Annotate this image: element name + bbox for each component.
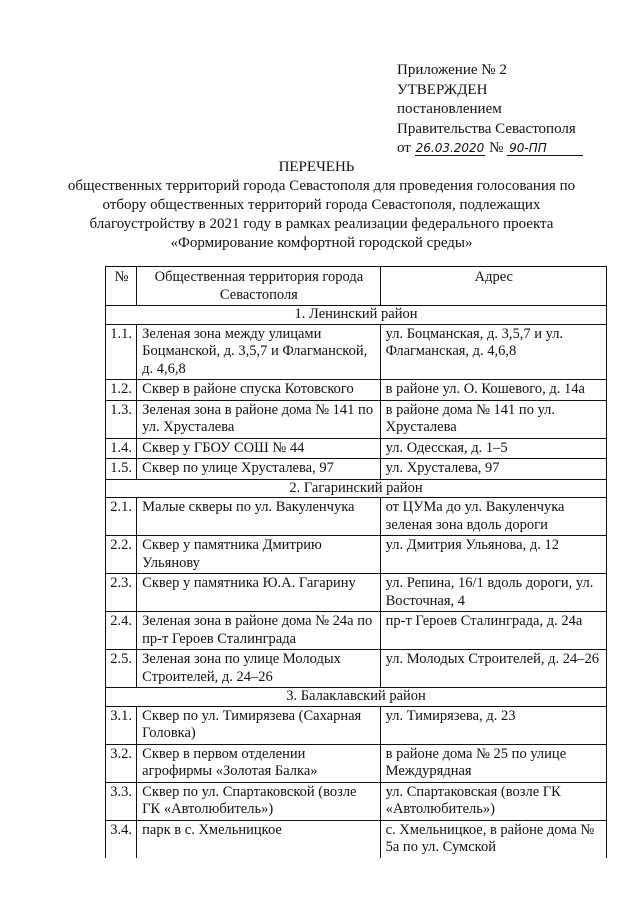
table-row <box>106 438 607 459</box>
header-territory: Общественная территория города Севастополя <box>137 267 380 306</box>
territory-address: в районе дома № 25 по улице Междурядная <box>380 744 606 782</box>
table-row <box>106 612 607 650</box>
approved-by-label: постановлением <box>397 101 502 117</box>
row-number: 1.1. <box>106 324 137 380</box>
row-number: 2.2. <box>106 536 137 574</box>
territory-name: парк в с. Хмельницкое <box>137 820 380 858</box>
district-row <box>106 306 607 325</box>
territory-name: Сквер в районе спуска Котовского <box>137 380 380 401</box>
table-row <box>106 380 607 401</box>
approval-block <box>397 61 607 159</box>
document-description: общественных территорий города Севастополя для проведения голосования по отбору общественных территорий города Севастополя, подлежащих благоустройству в 2021 году в рамках реализации федерального проекта «Формирование комфортной городской среды» <box>67 178 576 251</box>
district-title: 3. Балаклавский район <box>106 688 607 707</box>
territory-address: в районе ул. О. Кошевого, д. 14а <box>380 380 606 401</box>
territory-name: Сквер в первом отделении агрофирмы «Золотая Балка» <box>137 744 380 782</box>
table-row <box>106 459 607 480</box>
row-number: 3.3. <box>106 782 137 820</box>
table-row <box>106 744 607 782</box>
territory-name: Сквер по ул. Спартаковской (возле ГК «Автолюбитель») <box>137 782 380 820</box>
territory-address: пр-т Героев Сталинграда, д. 24а <box>380 612 606 650</box>
territory-address: в районе дома № 141 по ул. Хрусталева <box>380 400 606 438</box>
territory-address: ул. Спартаковская (возле ГК «Автолюбитель») <box>380 782 606 820</box>
row-number: 2.4. <box>106 612 137 650</box>
approved-label: УТВЕРЖДЕН <box>397 81 488 98</box>
row-number: 2.3. <box>106 574 137 612</box>
territory-name: Зеленая зона в районе дома № 141 по ул. Хрусталева <box>137 400 380 438</box>
table-row <box>106 498 607 536</box>
table-row <box>106 324 607 380</box>
territory-name: Сквер у памятника Дмитрию Ульянову <box>137 536 380 574</box>
territory-address: с. Хмельницкое, в районе дома № 5а по ул. Сумской <box>380 820 606 858</box>
territory-name: Зеленая зона в районе дома № 24а по пр-т Героев Сталинграда <box>137 612 380 650</box>
territory-address: ул. Молодых Строителей, д. 24–26 <box>380 650 606 688</box>
territories-table <box>105 266 607 858</box>
number-sign: № <box>489 140 504 156</box>
territory-name: Зеленая зона по улице Молодых Строителей, д. 24–26 <box>137 650 380 688</box>
approving-organization: Правительства Севастополя <box>397 120 576 137</box>
approval-number: 90-ПП <box>507 141 583 156</box>
row-number: 1.5. <box>106 459 137 480</box>
district-row <box>106 479 607 498</box>
territory-address: ул. Репина, 16/1 вдоль дороги, ул. Восточная, 4 <box>380 574 606 612</box>
territory-address: ул. Дмитрия Ульянова, д. 12 <box>380 536 606 574</box>
approval-date: 26.03.2020 <box>415 141 485 155</box>
row-number: 2.5. <box>106 650 137 688</box>
header-address: Адрес <box>380 267 606 306</box>
territory-address: от ЦУМа до ул. Вакуленчука зеленая зона вдоль дороги <box>380 498 606 536</box>
territory-name: Зеленая зона между улицами Боцманской, д. 3,5,7 и Флагманской, д. 4,6,8 <box>137 324 380 380</box>
document-title: ПЕРЕЧЕНЬ <box>278 159 355 175</box>
header-number: № <box>106 267 137 306</box>
territory-address: ул. Боцманская, д. 3,5,7 и ул. Флагманская, д. 4,6,8 <box>380 324 606 380</box>
table-header-row <box>106 267 607 306</box>
table-row <box>106 536 607 574</box>
table-row <box>106 706 607 744</box>
row-number: 1.2. <box>106 380 137 401</box>
table-row <box>106 650 607 688</box>
territory-name: Сквер у ГБОУ СОШ № 44 <box>137 438 380 459</box>
table-row <box>106 574 607 612</box>
district-title: 2. Гагаринский район <box>106 479 607 498</box>
district-row <box>106 688 607 707</box>
territory-name: Сквер по ул. Тимирязева (Сахарная Головка) <box>137 706 380 744</box>
row-number: 1.4. <box>106 438 137 459</box>
territory-name: Малые скверы по ул. Вакуленчука <box>137 498 380 536</box>
document-heading <box>0 158 633 253</box>
table-row <box>106 400 607 438</box>
row-number: 1.3. <box>106 400 137 438</box>
territory-address: ул. Хрусталева, 97 <box>380 459 606 480</box>
row-number: 3.4. <box>106 820 137 858</box>
row-number: 2.1. <box>106 498 137 536</box>
annex-label: Приложение № 2 <box>397 62 507 78</box>
territory-name: Сквер по улице Хрусталева, 97 <box>137 459 380 480</box>
approval-date-line <box>397 139 607 159</box>
table-row <box>106 820 607 858</box>
territory-address: ул. Тимирязева, д. 23 <box>380 706 606 744</box>
district-title: 1. Ленинский район <box>106 306 607 325</box>
table-row <box>106 782 607 820</box>
row-number: 3.1. <box>106 706 137 744</box>
row-number: 3.2. <box>106 744 137 782</box>
territory-name: Сквер у памятника Ю.А. Гагарину <box>137 574 380 612</box>
territory-address: ул. Одесская, д. 1–5 <box>380 438 606 459</box>
date-prefix: от <box>397 140 411 156</box>
